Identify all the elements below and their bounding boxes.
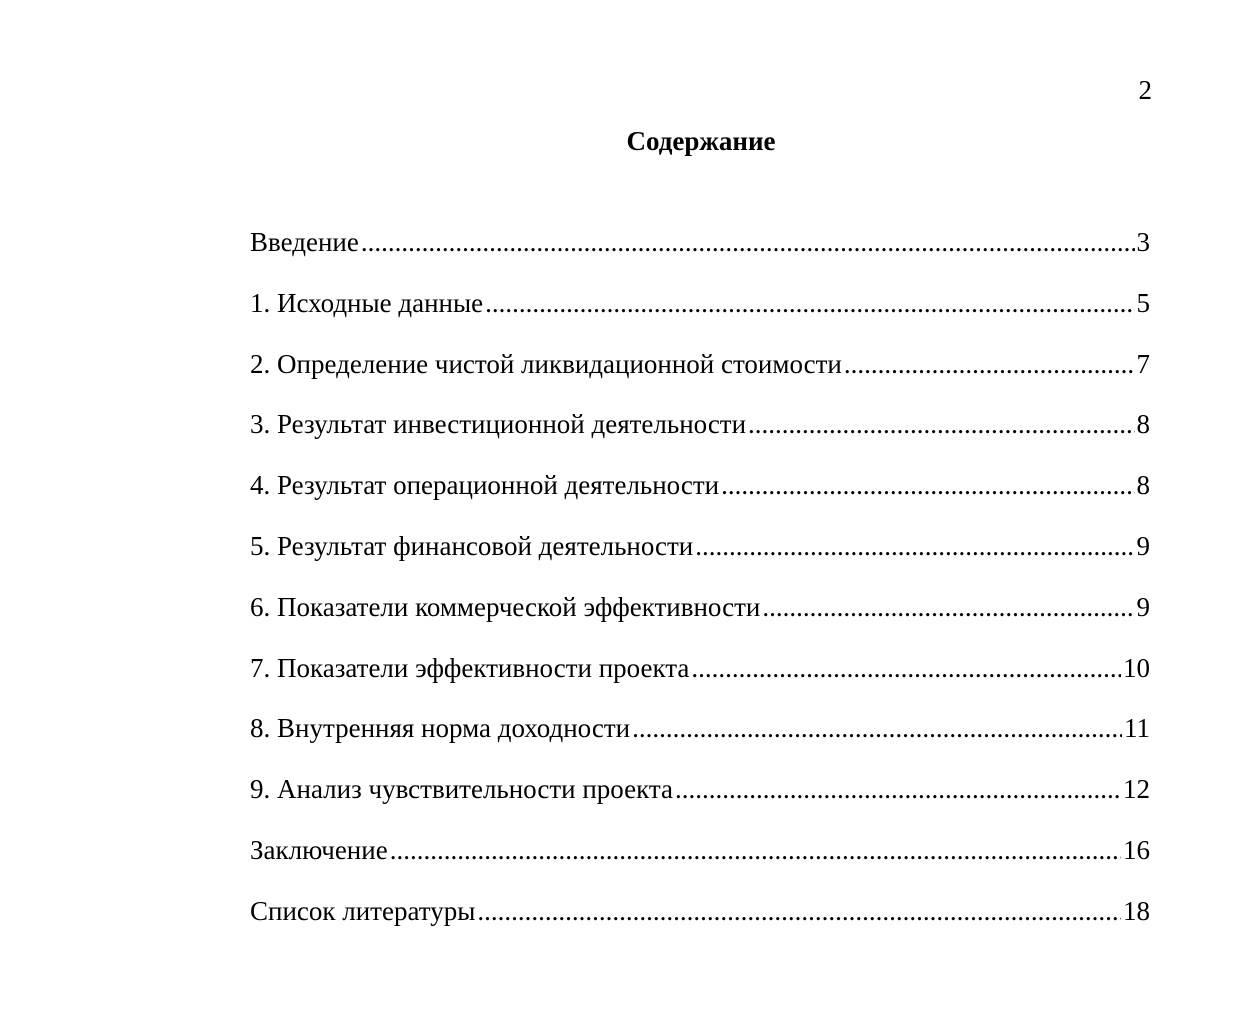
toc-entry-label: 1. Исходные данные <box>250 287 484 318</box>
toc-entry-label: 5. Результат финансовой деятельности <box>250 530 694 561</box>
toc-entry-label: 3. Результат инвестиционной деятельности <box>250 409 747 440</box>
toc-entry <box>250 468 1150 529</box>
toc-entry <box>250 529 1150 590</box>
toc-entry-page: 5 <box>1136 287 1150 318</box>
toc-entry-label: 9. Анализ чувствительности проекта <box>250 774 673 805</box>
toc-dot-leader <box>748 407 1134 441</box>
toc-entry-label: Список литературы <box>250 895 476 926</box>
toc-dot-leader <box>695 529 1134 563</box>
toc-entry-page: 8 <box>1136 470 1150 501</box>
page-number: 2 <box>1138 75 1152 105</box>
toc-entry <box>250 833 1150 894</box>
toc-entry <box>250 651 1150 712</box>
toc-dot-leader <box>762 590 1134 624</box>
toc-dot-leader <box>844 347 1135 381</box>
toc-dot-leader <box>691 651 1121 685</box>
toc-entry-page: 11 <box>1124 713 1150 744</box>
toc-entry-page: 18 <box>1123 895 1150 926</box>
toc-entry <box>250 894 1150 955</box>
toc-dot-leader <box>485 286 1134 320</box>
toc-entry-page: 12 <box>1123 774 1150 805</box>
toc-dot-leader <box>675 772 1121 806</box>
toc-entry-label: 8. Внутренняя норма доходности <box>250 713 631 744</box>
toc-entry-label: 2. Определение чистой ликвидационной стоимости <box>250 348 842 379</box>
toc-entry-label: Введение <box>250 227 359 257</box>
toc-entry-label: 7. Показатели эффективности проекта <box>250 652 690 683</box>
toc-entry-page: 10 <box>1123 652 1150 683</box>
toc-entry <box>250 225 1150 286</box>
toc-entry-label: Заключение <box>250 834 388 865</box>
toc-entry <box>250 711 1150 772</box>
toc-entry-page: 7 <box>1136 348 1150 379</box>
toc-entry-page: 9 <box>1136 591 1150 622</box>
toc-entry-page: 8 <box>1136 409 1150 440</box>
toc-entry <box>250 286 1150 347</box>
toc-entry <box>250 772 1150 833</box>
toc-entry-page: 16 <box>1123 834 1150 865</box>
toc-dot-leader <box>390 833 1121 867</box>
toc-entry-label: 6. Показатели коммерческой эффективности <box>250 591 761 622</box>
toc-entry <box>250 407 1150 468</box>
toc-entry-label: 4. Результат операционной деятельности <box>250 470 720 501</box>
table-of-contents <box>250 225 1150 955</box>
toc-dot-leader <box>632 711 1122 745</box>
toc-dot-leader <box>721 468 1134 502</box>
toc-entry-page: 9 <box>1136 530 1150 561</box>
toc-dot-leader <box>477 894 1121 928</box>
toc-entry-page: 3 <box>1136 227 1150 257</box>
toc-entry <box>250 347 1150 408</box>
page-title: Содержание <box>626 126 776 156</box>
toc-dot-leader <box>361 225 1135 259</box>
toc-entry <box>250 590 1150 651</box>
